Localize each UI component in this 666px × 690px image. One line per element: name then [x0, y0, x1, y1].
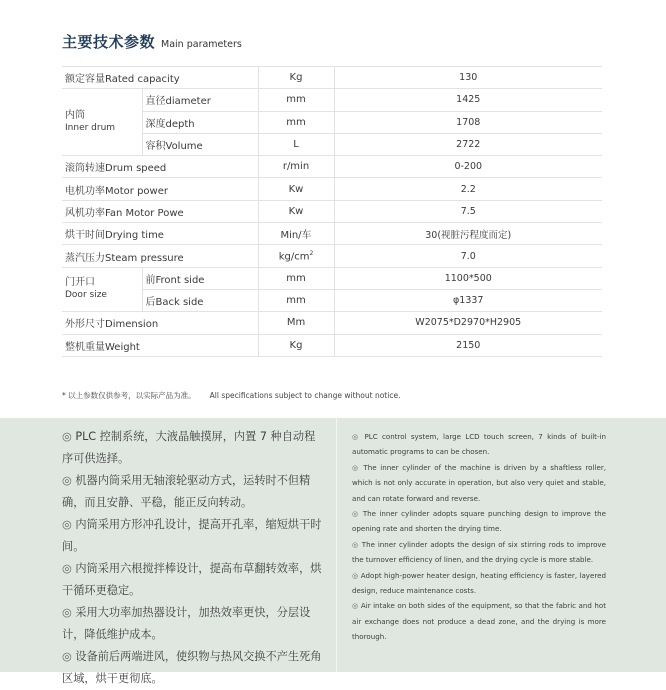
param-unit: Kg [258, 67, 334, 89]
table-row [62, 200, 602, 222]
feature-item [352, 598, 606, 644]
param-label: 后Back side [142, 289, 258, 311]
table-row [62, 111, 602, 133]
title-zh: 主要技术参数 [62, 33, 156, 51]
table-row [62, 334, 602, 356]
bullet-icon: ◎ [62, 606, 72, 619]
spec-table [62, 66, 602, 357]
feature-text: Adopt high-power heater design, heating efficiency is faster, layered design, reduce maintenance costs. [352, 570, 606, 596]
param-label: 直径diameter [142, 89, 258, 111]
param-label: 烘干时间Drying time [62, 223, 258, 245]
param-unit: Mm [258, 312, 334, 334]
param-label: 容积Volume [142, 133, 258, 155]
features-list-en [352, 429, 606, 645]
feature-item [352, 537, 606, 568]
param-label: 深度depth [142, 111, 258, 133]
table-row [62, 156, 602, 178]
group-label-en: Inner drum [65, 123, 116, 134]
feature-text: The inner cylinder of the machine is driven by a shaftless roller, which is not only accurate in operation, but also very quiet and stable, and can rotate forward and reverse. [352, 462, 606, 503]
param-unit [258, 245, 334, 267]
param-value: 7.0 [334, 245, 602, 267]
feature-item [62, 558, 324, 602]
feature-item [62, 646, 324, 690]
param-label: 滚筒转速Drum speed [62, 156, 258, 178]
param-unit: Kw [258, 200, 334, 222]
group-label-door-size [62, 267, 142, 312]
feature-item [62, 602, 324, 646]
column-divider [336, 418, 337, 672]
table-row [62, 312, 602, 334]
disclaimer-note [62, 390, 400, 401]
feature-item [352, 506, 606, 537]
param-value: W2075*D2970*H2905 [334, 312, 602, 334]
group-label-inner-drum [62, 89, 142, 156]
param-unit: mm [258, 267, 334, 289]
bullet-icon: ◎ [352, 432, 361, 441]
note-zh: * 以上参数仅供参考，以实际产品为准。 [62, 391, 196, 400]
param-label: 外形尺寸Dimension [62, 312, 258, 334]
param-label: 蒸汽压力Steam pressure [62, 245, 258, 267]
param-value: 30(视脏污程度而定) [334, 223, 602, 245]
param-value: 1425 [334, 89, 602, 111]
bullet-icon: ◎ [352, 570, 359, 580]
param-label: 电机功率Motor power [62, 178, 258, 200]
feature-text: 设备前后两端进风，使织物与热风交换不产生死角区域，烘干更彻底。 [62, 650, 322, 685]
unit-superscript: 2 [309, 249, 314, 257]
param-unit: mm [258, 289, 334, 311]
feature-text: The inner cylinder adopts square punching design to improve the opening rate and shorten the drying time. [352, 509, 606, 534]
feature-text: 采用大功率加热器设计，加热效率更快，分层设计，降低维护成本。 [62, 606, 311, 641]
group-label-en: Door size [65, 290, 107, 301]
feature-item [62, 426, 324, 470]
param-unit: r/min [258, 156, 334, 178]
param-unit: mm [258, 89, 334, 111]
param-value: 2150 [334, 334, 602, 356]
note-en: All specifications subject to change without notice. [209, 391, 401, 400]
feature-text: PLC 控制系统，大液晶触摸屏，内置 7 种自动程序可供选择。 [62, 430, 316, 465]
param-label: 前Front side [142, 267, 258, 289]
group-label-zh: 门开口 [65, 277, 95, 289]
table-row [62, 223, 602, 245]
bullet-icon: ◎ [62, 518, 72, 531]
table-row [62, 267, 602, 289]
param-value: φ1337 [334, 289, 602, 311]
table-row [62, 89, 602, 111]
table-row [62, 289, 602, 311]
param-value: 2.2 [334, 178, 602, 200]
group-label-zh: 内筒 [65, 110, 85, 122]
table-row [62, 178, 602, 200]
param-label: 额定容量Rated capacity [62, 67, 258, 89]
param-unit: L [258, 133, 334, 155]
feature-text: Air intake on both sides of the equipment, so that the fabric and hot air exchange does not produce a dead zone, and the drying is more thorough. [352, 601, 606, 642]
param-label: 整机重量Weight [62, 334, 258, 356]
bullet-icon: ◎ [62, 474, 72, 487]
param-value: 1708 [334, 111, 602, 133]
table-row [62, 245, 602, 267]
table-row [62, 133, 602, 155]
feature-text: The inner cylinder adopts the design of six stirring rods to improve the turnover efficiency of linen, and the drying cycle is more stable. [352, 539, 606, 565]
feature-item [62, 470, 324, 514]
feature-text: PLC control system, large LCD touch screen, 7 kinds of built-in automatic programs to can be chosen. [352, 432, 606, 457]
param-unit: Min/车 [258, 223, 334, 245]
section-title [62, 31, 242, 52]
param-value: 2722 [334, 133, 602, 155]
feature-item [62, 514, 324, 558]
param-value: 0-200 [334, 156, 602, 178]
unit-base: kg/cm [278, 251, 310, 263]
param-label: 风机功率Fan Motor Powe [62, 200, 258, 222]
features-list-zh [62, 426, 324, 690]
bullet-icon: ◎ [62, 430, 72, 443]
feature-item [352, 568, 606, 599]
param-value: 130 [334, 67, 602, 89]
feature-text: 内筒采用方形冲孔设计，提高开孔率，缩短烘干时间。 [62, 518, 322, 553]
param-unit: Kg [258, 334, 334, 356]
feature-text: 内筒采用六根搅拌棒设计，提高布草翻转效率，烘干循环更稳定。 [62, 562, 322, 597]
param-value: 7.5 [334, 200, 602, 222]
feature-item [352, 460, 606, 506]
bullet-icon: ◎ [352, 509, 360, 519]
param-unit: mm [258, 111, 334, 133]
feature-text: 机器内筒采用无轴滚轮驱动方式，运转时不但精确，而且安静、平稳，能正反向转动。 [62, 474, 311, 509]
bullet-icon: ◎ [352, 601, 359, 611]
bullet-icon: ◎ [62, 562, 72, 575]
param-value: 1100*500 [334, 267, 602, 289]
feature-item [352, 429, 606, 460]
bullet-icon: ◎ [62, 650, 72, 663]
table-row [62, 67, 602, 89]
param-unit: Kw [258, 178, 334, 200]
bullet-icon: ◎ [352, 539, 359, 549]
title-en: Main parameters [161, 39, 242, 50]
bullet-icon: ◎ [352, 462, 360, 472]
